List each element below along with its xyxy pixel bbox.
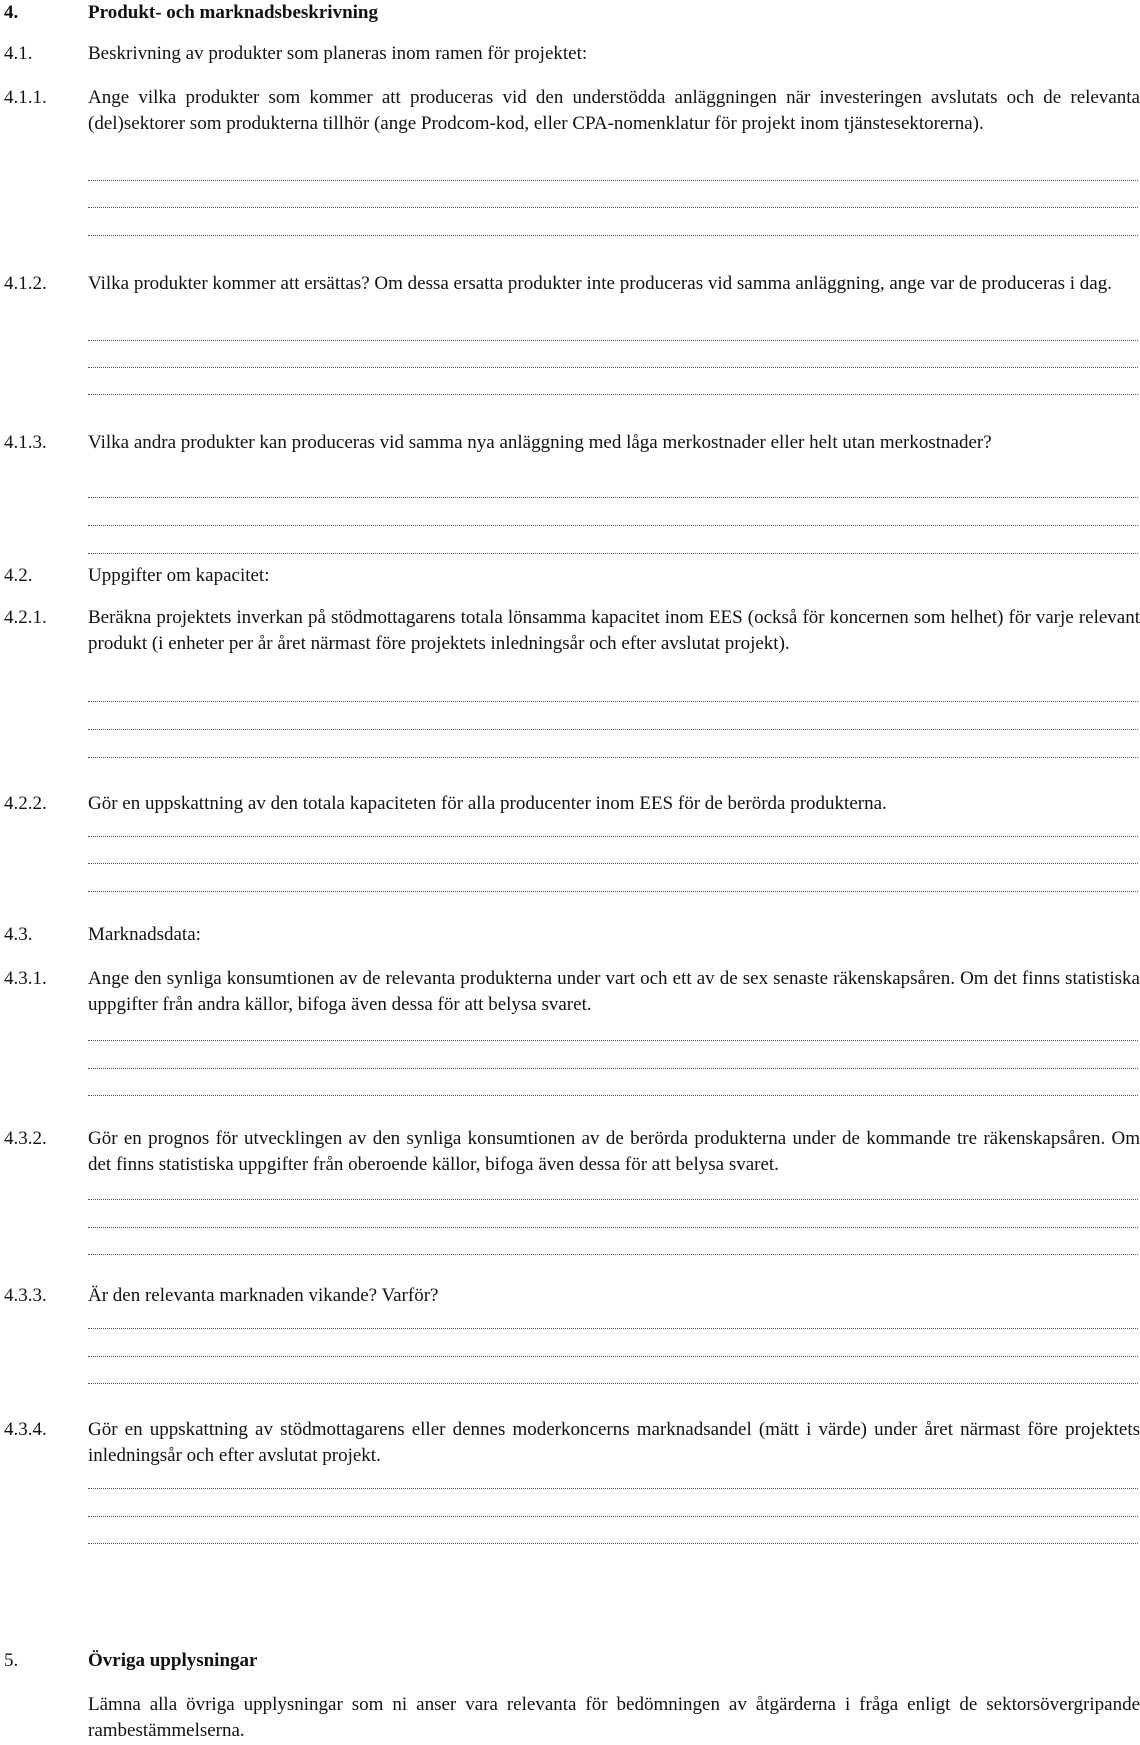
item-number: 4.2. <box>4 565 33 586</box>
item-text: Gör en prognos för utvecklingen av den synliga konsumtionen av de berörda produkterna under de kommande tre räkenskapsåren. Om det finns statistiska uppgifter från oberoende källor, bifoga även dessa för att belysa svaret. <box>88 1128 1140 1175</box>
item-text: Marknadsdata: <box>88 924 201 945</box>
section-title: Produkt- och marknadsbeskrivning <box>88 2 378 23</box>
answer-line <box>88 863 1138 864</box>
item-number: 4.3.2. <box>4 1128 47 1149</box>
answer-line <box>88 394 1138 395</box>
answer-line <box>88 367 1138 368</box>
item-text: Vilka produkter kommer att ersättas? Om dessa ersatta produkter inte produceras vid samma anläggning, ange var de produceras i dag. <box>88 273 1112 294</box>
item-number: 4.1.2. <box>4 273 47 294</box>
answer-line <box>88 1543 1138 1544</box>
answer-line <box>88 1488 1138 1489</box>
item-number: 4.3. <box>4 924 33 945</box>
answer-line <box>88 1040 1138 1041</box>
section-title: Övriga upplysningar <box>88 1650 258 1671</box>
item-text: Ange vilka produkter som kommer att produceras vid den understödda anläggningen när investeringen avslutats och de relevanta (del)sektorer som produkterna tillhör (ange Prodcom-kod, eller CPA-nomenklatur för projekt inom tjänstesektorerna). <box>88 87 1140 134</box>
item-number: 4.2.1. <box>4 607 47 628</box>
answer-line <box>88 1095 1138 1096</box>
item-number: 4.3.1. <box>4 968 47 989</box>
answer-line <box>88 891 1138 892</box>
item-number: 4.1.1. <box>4 87 47 108</box>
item-text: Gör en uppskattning av stödmottagarens eller dennes moderkoncerns marknadsandel (mätt i värde) under året närmast före projektets inledningsår och efter avslutat projekt. <box>88 1419 1140 1466</box>
item-number: 4.1. <box>4 43 33 64</box>
answer-line <box>88 340 1138 341</box>
answer-line <box>88 525 1138 526</box>
answer-line <box>88 235 1138 236</box>
answer-line <box>88 701 1138 702</box>
section-number: 4. <box>4 2 19 23</box>
item-number: 4.2.2. <box>4 793 47 814</box>
answer-line <box>88 729 1138 730</box>
section-text: Lämna alla övriga upplysningar som ni anser vara relevanta för bedömningen av åtgärderna i fråga enligt de sektorsövergripande rambestämmelserna. <box>88 1694 1140 1741</box>
item-text: Beskrivning av produkter som planeras inom ramen för projektet: <box>88 43 588 64</box>
answer-line <box>88 1516 1138 1517</box>
answer-line <box>88 1356 1138 1357</box>
answer-line <box>88 1227 1138 1228</box>
item-text: Gör en uppskattning av den totala kapaciteten för alla producenter inom EES för de berörda produkterna. <box>88 793 887 814</box>
item-text: Ange den synliga konsumtionen av de relevanta produkterna under vart och ett av de sex senaste räkenskapsåren. Om det finns statistiska uppgifter från andra källor, bifoga även dessa för att belysa svaret. <box>88 968 1140 1015</box>
answer-line <box>88 1068 1138 1069</box>
answer-line <box>88 1328 1138 1329</box>
answer-line <box>88 180 1138 181</box>
answer-line <box>88 1254 1138 1255</box>
item-number: 4.1.3. <box>4 432 47 453</box>
item-text: Vilka andra produkter kan produceras vid samma nya anläggning med låga merkostnader eller helt utan merkostnader? <box>88 432 992 453</box>
answer-line <box>88 1199 1138 1200</box>
answer-line <box>88 836 1138 837</box>
answer-line <box>88 1383 1138 1384</box>
item-text: Är den relevanta marknaden vikande? Varför? <box>88 1285 439 1306</box>
answer-line <box>88 497 1138 498</box>
answer-line <box>88 207 1138 208</box>
item-text: Uppgifter om kapacitet: <box>88 565 270 586</box>
item-number: 4.3.4. <box>4 1419 47 1440</box>
section-number: 5. <box>4 1650 19 1671</box>
answer-line <box>88 757 1138 758</box>
answer-line <box>88 553 1138 554</box>
item-number: 4.3.3. <box>4 1285 47 1306</box>
item-text: Beräkna projektets inverkan på stödmottagarens totala lönsamma kapacitet inom EES (också för koncernen som helhet) för varje relevant produkt (i enheter per år året närmast före projektets inledningsår och efter avslutat projekt). <box>88 607 1140 654</box>
